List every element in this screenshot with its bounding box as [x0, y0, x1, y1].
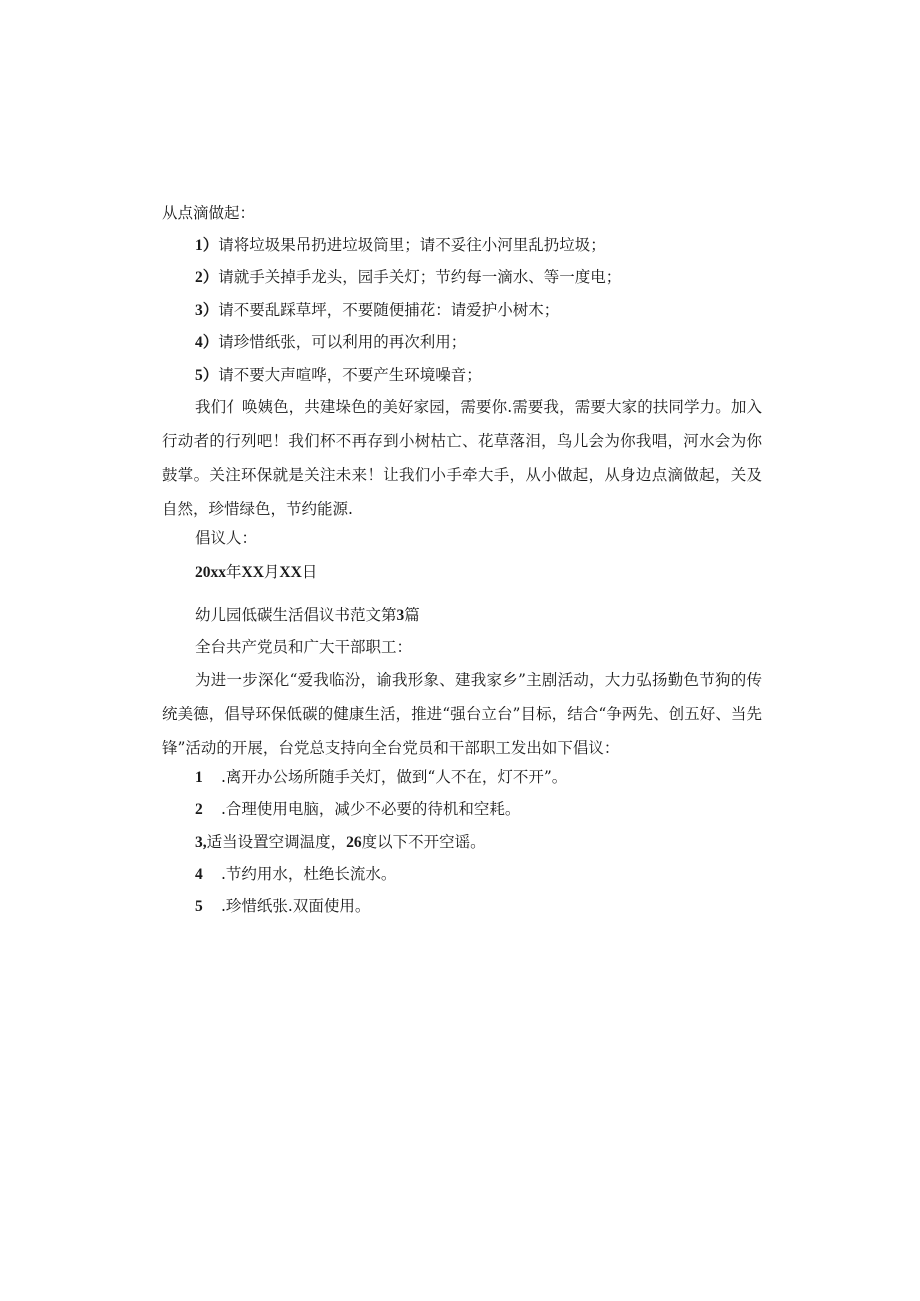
list-item [195, 267, 795, 288]
list-item-number: 2） [195, 269, 219, 286]
signer-label: 倡议人： [195, 529, 258, 547]
list-item-text: 请不要乱踩草坪，不要随便捕花：请爱护小树木； [218, 301, 560, 319]
list-item-text: 请不要大声喧哗，不要产生环境噪音； [218, 366, 482, 384]
list-item-text: 请就手关掉手龙头，园手关灯；节约每一滴水、等一度电； [218, 268, 622, 286]
body-paragraph: 我们亻唤姨色，共建垛色的美好家园，需要你.需要我，需要大家的扶同学力。加入行动者的行列吧！我们杯不再存到小树枯亡、花草落泪，鸟儿会为你我唱，河水会为你鼓掌。关注环保就是关注未来！让我们小手牵大手，从小做起，从身边点滴做起，关及自然，珍惜绿色，节约能源. [162, 398, 762, 518]
section-title: 幼儿园低碳生活倡议书范文第3篇 [195, 606, 420, 624]
list-item [195, 896, 795, 917]
list-item [195, 332, 795, 353]
section-heading: 从点滴做起： [162, 204, 256, 222]
date-line: 20xx年XX月XX日 [195, 563, 318, 581]
list-item-number: 5） [195, 367, 219, 384]
list-item [195, 767, 795, 788]
list-item-text: .离开办公场所随手关灯，做到“人不在，灯不开”。 [221, 768, 568, 786]
list-item-text: 请珍惜纸张，可以利用的再次利用； [218, 333, 467, 351]
list-item-text: 适当设置空调温度， [206, 833, 347, 851]
list-item-number: 4 [195, 866, 203, 883]
list-item [195, 300, 795, 321]
list-item-text: 请将垃圾果吊扔进垃圾筒里；请不妥往小河里乱扔垃圾； [218, 236, 606, 254]
list-item [195, 864, 795, 885]
list-item-text: .珍惜纸张.双面使用。 [221, 897, 371, 915]
list-item-number: 26 [346, 834, 362, 851]
list-item-text: .节约用水，杜绝长流水。 [221, 865, 397, 883]
list-item-number: 1 [195, 769, 203, 786]
body-paragraph: 为进一步深化“爱我临汾，谕我形象、建我家乡”主剧活动，大力弘扬勤色节狗的传统美德，倡导环保低碳的健康生活，推进“强台立台”目标，结合“争两先、创五好、当先锋”活动的开展，台党总支持向全台党员和干部职工发出如下倡议： [162, 671, 762, 757]
list-item-number: 2 [195, 801, 203, 818]
list-item-number: 3, [195, 834, 207, 851]
list-item [195, 365, 795, 386]
list-item-text: 度以下不开空谣。 [361, 833, 486, 851]
list-item-number: 3） [195, 302, 219, 319]
salutation: 全台共产党员和广大干部职工： [195, 638, 413, 656]
list-item-text: .合理使用电脑，减少不必要的待机和空耗。 [221, 800, 521, 818]
list-item-number: 5 [195, 898, 203, 915]
list-item-number: 4） [195, 334, 219, 351]
list-item [195, 799, 795, 820]
list-item [195, 235, 795, 256]
list-item-number: 1） [195, 237, 219, 254]
list-item [195, 832, 795, 853]
